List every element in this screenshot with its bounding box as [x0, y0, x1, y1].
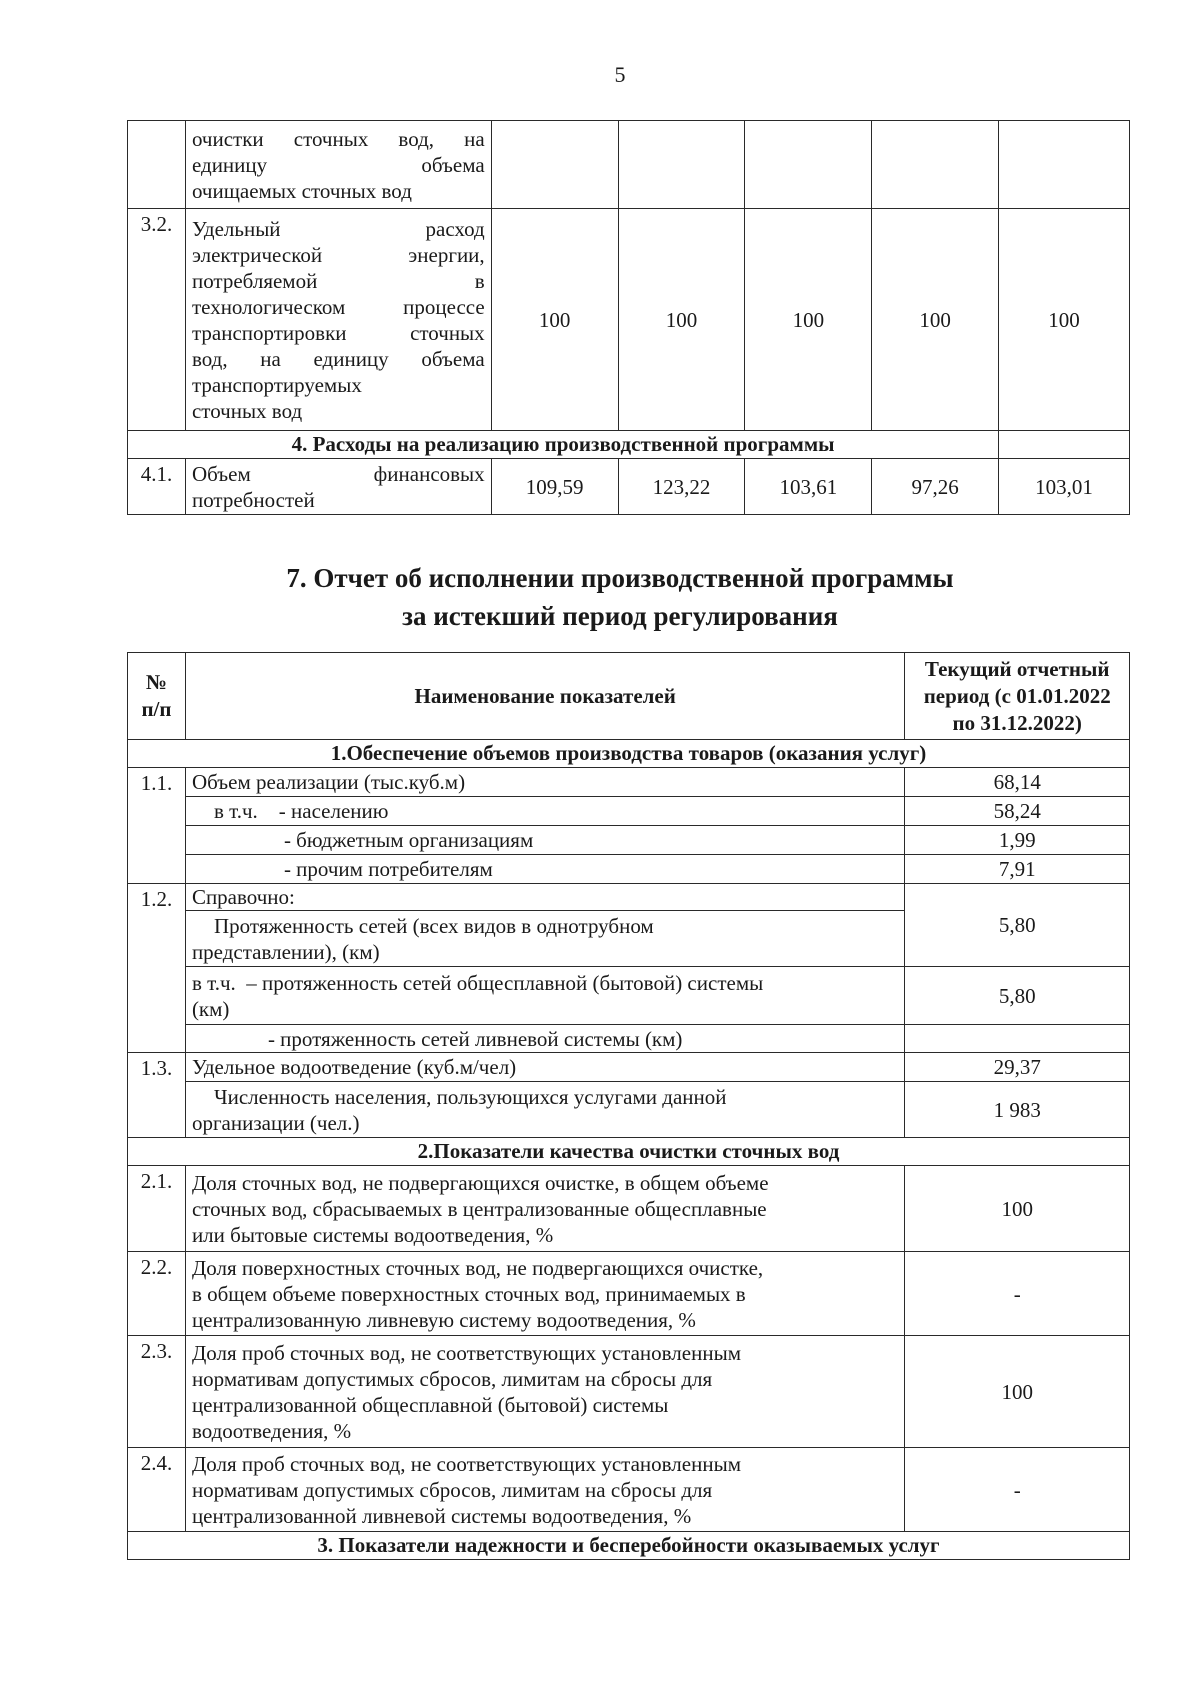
value-cell: 103,01	[999, 459, 1130, 515]
section-row	[128, 1532, 1130, 1560]
name-line: нормативам допустимых сбросов, лимитам на сбросы для	[191, 1477, 713, 1502]
section-heading-line-2: за истекший период регулирования	[402, 601, 838, 631]
value-cell: 100	[872, 209, 999, 431]
name-line: в общем объеме поверхностных сточных вод, принимаемых в	[191, 1281, 746, 1306]
value-cell: 5,80	[905, 884, 1130, 967]
table-row	[128, 797, 1130, 826]
value-cell: 7,91	[905, 855, 1130, 884]
header-number-cell	[128, 653, 186, 740]
name-line: централизованной ливневой системы водоотведения, %	[191, 1503, 692, 1528]
row-number: 2.1.	[128, 1166, 186, 1252]
header-period: Текущий отчетный	[924, 656, 1110, 681]
name-line: или бытовые системы водоотведения, %	[191, 1222, 554, 1247]
name-line: транспортировки сточных	[191, 320, 485, 345]
value-cell	[745, 121, 872, 209]
indicator-name: - бюджетным организациям	[185, 826, 904, 855]
indicator-name-cell	[185, 121, 491, 209]
indicator-name: Объем реализации (тыс.куб.м)	[185, 768, 904, 797]
name-line: (км)	[191, 996, 230, 1021]
name-line: очистки сточных вод, на	[191, 126, 485, 151]
value-cell: 1,99	[905, 826, 1130, 855]
value-cell: 123,22	[618, 459, 745, 515]
header-period: по 31.12.2022)	[952, 710, 1082, 735]
indicator-name: Справочно:	[185, 884, 904, 911]
indicator-name-cell	[185, 1252, 904, 1336]
name-line: централизованной общесплавной (бытовой) системы	[191, 1392, 669, 1417]
value-cell	[872, 121, 999, 209]
name-line: потребностей	[191, 487, 315, 512]
indicator-name-cell	[185, 459, 491, 515]
section-title: 4. Расходы на реализацию производственной программы	[128, 431, 999, 459]
name-line: нормативам допустимых сбросов, лимитам на сбросы для	[191, 1366, 713, 1391]
header-period: период (с 01.01.2022	[923, 683, 1111, 708]
section-row	[128, 740, 1130, 768]
header-name: Наименование показателей	[185, 653, 904, 740]
value-cell: 1 983	[905, 1082, 1130, 1138]
indicator-name: Удельное водоотведение (куб.м/чел)	[185, 1053, 904, 1082]
name-line: организации (чел.)	[191, 1110, 360, 1135]
table-row	[128, 855, 1130, 884]
indicator-name: в т.ч. - населению	[185, 797, 904, 826]
row-number: 1.1.	[128, 768, 186, 884]
name-line: очищаемых сточных вод	[191, 178, 412, 203]
name-line: в т.ч. – протяженность сетей общесплавной (бытовой) системы	[191, 970, 764, 995]
value-cell: 100	[905, 1166, 1130, 1252]
table-row	[128, 1252, 1130, 1336]
name-line: Доля поверхностных сточных вод, не подвергающихся очистке,	[191, 1255, 764, 1280]
value-cell: 100	[618, 209, 745, 431]
header-number: п/п	[141, 697, 172, 721]
page-number: 5	[614, 62, 626, 87]
name-line: вод, на единицу объема	[191, 346, 485, 371]
table-row	[128, 209, 1130, 431]
name-line: Доля проб сточных вод, не соответствующих установленным	[191, 1451, 741, 1476]
value-cell: 109,59	[491, 459, 618, 515]
table-row	[128, 1336, 1130, 1448]
table-row	[128, 1025, 1130, 1053]
value-cell: 100	[491, 209, 618, 431]
value-cell	[905, 1025, 1130, 1053]
table-row	[128, 1166, 1130, 1252]
indicator-name: - протяженность сетей ливневой системы (км)	[185, 1025, 904, 1053]
value-cell: 97,26	[872, 459, 999, 515]
row-number: 1.2.	[128, 884, 186, 1053]
report-table	[127, 652, 1130, 1560]
header-period-cell	[905, 653, 1130, 740]
value-cell	[999, 431, 1130, 459]
table-row	[128, 768, 1130, 797]
section-title: 3. Показатели надежности и бесперебойности оказываемых услуг	[128, 1532, 1130, 1560]
name-line: транспортируемых	[191, 372, 362, 397]
value-cell: 100	[905, 1336, 1130, 1448]
value-cell: -	[905, 1448, 1130, 1532]
table-row	[128, 826, 1130, 855]
table-row	[128, 121, 1130, 209]
row-number-cell	[128, 121, 186, 209]
section-row	[128, 431, 1130, 459]
value-cell: 103,61	[745, 459, 872, 515]
value-cell: 68,14	[905, 768, 1130, 797]
name-line: централизованную ливневую систему водоотведения, %	[191, 1307, 696, 1332]
table-row	[128, 1053, 1130, 1082]
header-row	[128, 653, 1130, 740]
value-cell: -	[905, 1252, 1130, 1336]
indicator-name-cell	[185, 1448, 904, 1532]
row-number: 2.2.	[128, 1252, 186, 1336]
section-row	[128, 1138, 1130, 1166]
value-cell	[999, 121, 1130, 209]
row-number: 4.1.	[128, 459, 186, 515]
table-row	[128, 967, 1130, 1025]
header-number: №	[145, 670, 168, 694]
table-row	[128, 1448, 1130, 1532]
name-line: сточных вод	[191, 398, 303, 423]
value-cell: 5,80	[905, 967, 1130, 1025]
indicator-name-cell	[185, 209, 491, 431]
top-table	[127, 120, 1130, 515]
indicator-name-cell	[185, 1336, 904, 1448]
value-cell: 100	[999, 209, 1130, 431]
row-number: 2.3.	[128, 1336, 186, 1448]
indicator-name: - прочим потребителям	[185, 855, 904, 884]
name-line: единицу объема	[191, 152, 485, 177]
row-number: 2.4.	[128, 1448, 186, 1532]
table-row	[128, 884, 1130, 911]
name-line: Доля проб сточных вод, не соответствующих установленным	[191, 1340, 741, 1365]
value-cell: 100	[745, 209, 872, 431]
table-row	[128, 459, 1130, 515]
name-line: Протяженность сетей (всех видов в однотрубном	[213, 913, 654, 938]
indicator-name-cell	[185, 1082, 904, 1138]
row-number: 1.3.	[128, 1053, 186, 1138]
indicator-name-cell	[185, 1166, 904, 1252]
indicator-name-cell	[185, 967, 904, 1025]
name-line: сточных вод, сбрасываемых в централизованные общесплавные	[191, 1196, 767, 1221]
name-line: Доля сточных вод, не подвергающихся очистке, в общем объеме	[191, 1170, 769, 1195]
value-cell: 58,24	[905, 797, 1130, 826]
value-cell	[491, 121, 618, 209]
value-cell: 29,37	[905, 1053, 1130, 1082]
name-line: технологическом процессе	[191, 294, 485, 319]
section-title: 1.Обеспечение объемов производства товаров (оказания услуг)	[128, 740, 1130, 768]
row-number: 3.2.	[128, 209, 186, 431]
name-line: потребляемой в	[191, 268, 485, 293]
table-row	[128, 1082, 1130, 1138]
name-line: представлении), (км)	[191, 939, 380, 964]
name-line: Объем финансовых	[191, 461, 485, 486]
name-line: водоотведения, %	[191, 1418, 352, 1443]
section-heading-line-1: 7. Отчет об исполнении производственной программы	[286, 563, 954, 593]
name-line: Удельный расход	[191, 216, 485, 241]
indicator-name-cell	[185, 911, 904, 967]
section-title: 2.Показатели качества очистки сточных вод	[128, 1138, 1130, 1166]
name-line: электрической энергии,	[191, 242, 485, 267]
name-line: Численность населения, пользующихся услугами данной	[213, 1084, 727, 1109]
value-cell	[618, 121, 745, 209]
